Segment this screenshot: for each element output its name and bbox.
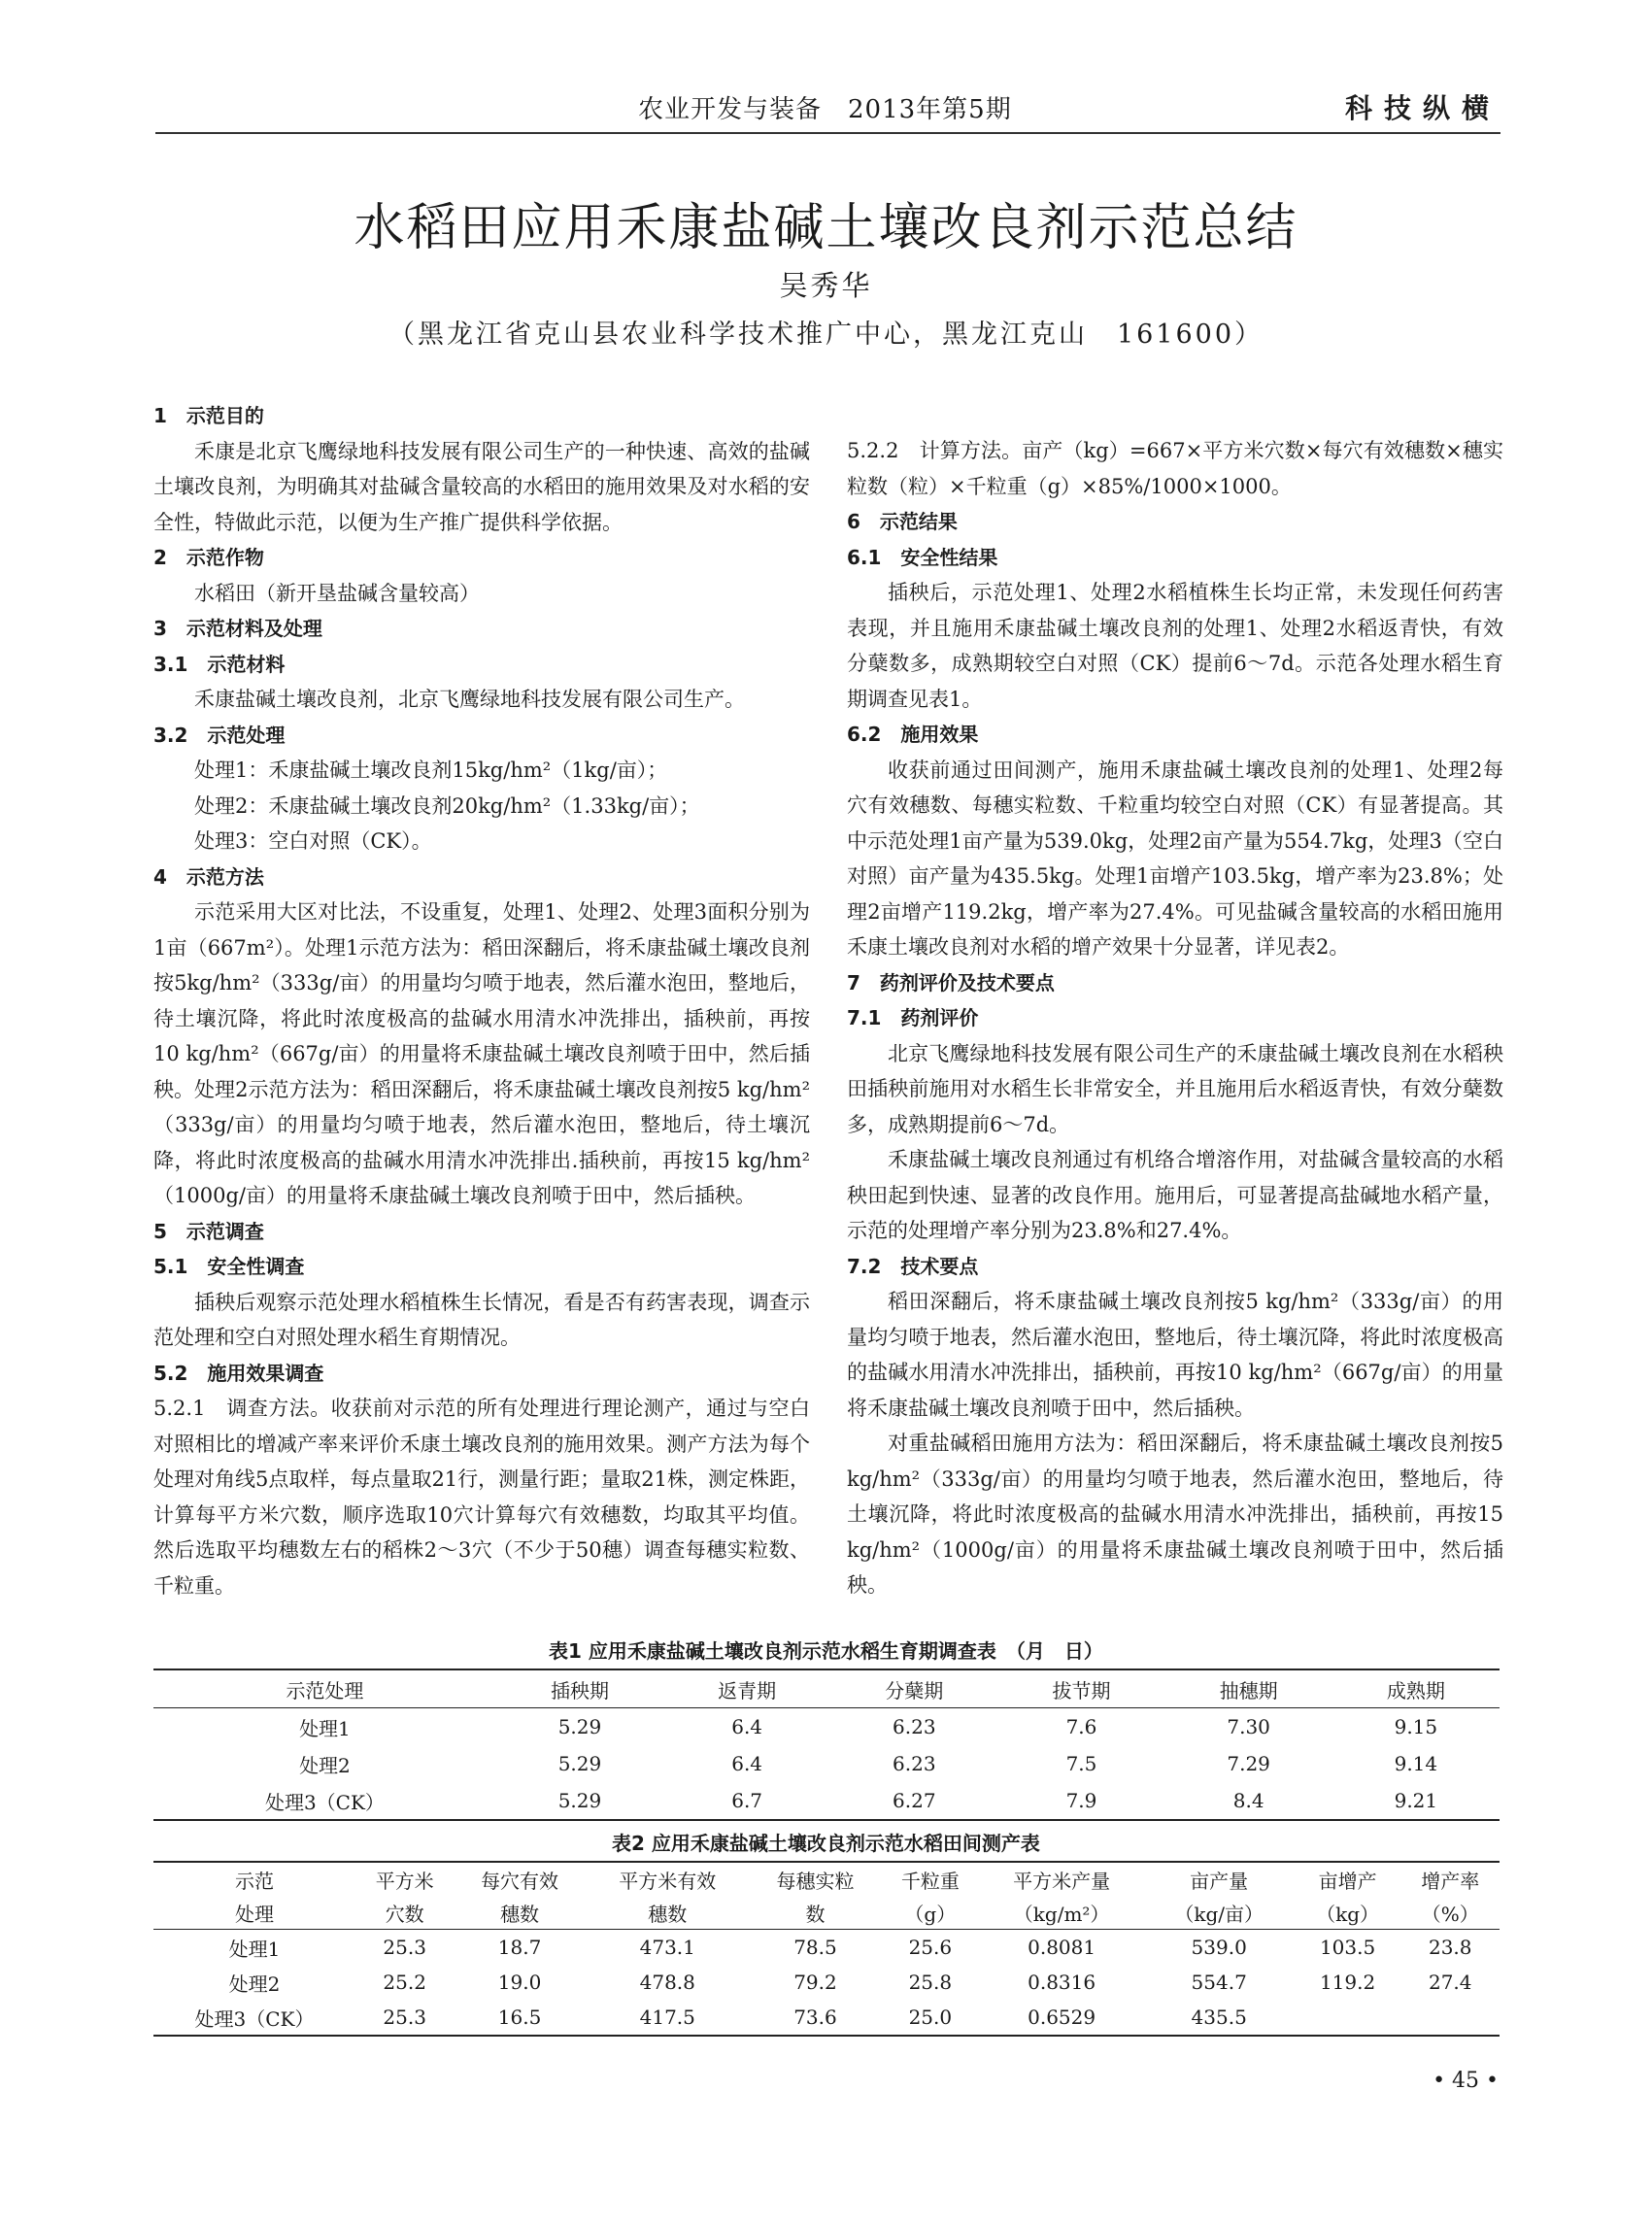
paragraph: 收获前通过田间测产，施用禾康盐碱土壤改良剂的处理1、处理2每穴有效穗数、每穗实粒数、千粒重均较空白对照（CK）有显著提高。其中示范处理1亩产量为539.0kg，处理2亩产量为554.7kg，处理3（空白对照）亩产量为435.5kg。处理1亩增产103.5kg，增产率为23.8%；处理2亩增产119.2kg，增产率为27.4%。可见盐碱含量较高的水稻田施用禾康土壤改良剂对水稻的增产效果十分显著，详见表2。 bbox=[847, 758, 1503, 959]
table-cell: 处理1 bbox=[299, 1716, 351, 1740]
treatment-item: 处理2：禾康盐碱土壤改良剂20kg/hm²（1.33kg/亩）； bbox=[194, 793, 700, 818]
table-cell: 27.4 bbox=[1428, 1971, 1472, 1994]
table-header-cell: 平方米产量 bbox=[980, 1862, 1144, 1896]
subsection-heading: 7.1 药剂评价 bbox=[847, 1006, 979, 1029]
paragraph: 禾康是北京飞鹰绿地科技发展有限公司生产的一种快速、高效的盐碱土壤改良剂，为明确其对盐碱含量较高的水稻田的施用效果及对水稻的安全性，特做此示范，以便为生产推广提供科学依据。 bbox=[153, 439, 810, 534]
table-header-cell: 穴数 bbox=[355, 1896, 454, 1930]
subsection-heading: 3.2 示范处理 bbox=[153, 723, 286, 747]
table-cell: 6.4 bbox=[731, 1752, 763, 1775]
table-cell: 473.1 bbox=[639, 1936, 695, 1959]
table-cell: 7.9 bbox=[997, 1782, 1164, 1820]
table-cell: 9.21 bbox=[1332, 1782, 1500, 1820]
table-header-cell: （kg/m²） bbox=[980, 1896, 1144, 1930]
table-header-cell: （kg） bbox=[1295, 1896, 1401, 1930]
table-header-cell: 示范处理 bbox=[153, 1669, 496, 1708]
table-cell: 6.23 bbox=[893, 1752, 936, 1775]
table-row bbox=[153, 1745, 1500, 1782]
table-cell: 处理2 bbox=[299, 1753, 351, 1777]
section-name: 科技纵横 bbox=[1344, 92, 1500, 124]
table-cell: 119.2 bbox=[1319, 1971, 1376, 1994]
table-cell: 处理3（CK） bbox=[153, 2000, 355, 2036]
table-cell: 25.3 bbox=[383, 1936, 426, 1959]
table-cell: 16.5 bbox=[454, 2000, 585, 2036]
column-right bbox=[847, 398, 1503, 1603]
table-cell: 5.29 bbox=[496, 1782, 663, 1820]
section-heading: 3 示范材料及处理 bbox=[153, 617, 322, 640]
table-header-cell: 平方米 bbox=[355, 1862, 454, 1896]
table-cell: 0.8316 bbox=[1028, 1971, 1096, 1994]
paragraph: 禾康盐碱土壤改良剂，北京飞鹰绿地科技发展有限公司生产。 bbox=[194, 688, 745, 711]
treatment-item: 处理1：禾康盐碱土壤改良剂15kg/hm²（1kg/亩）； bbox=[194, 759, 668, 782]
table-header-cell: （g） bbox=[881, 1896, 979, 1930]
table-row bbox=[153, 2000, 1500, 2036]
table-header-cell: 每穗实粒 bbox=[750, 1862, 881, 1896]
author: 吴秀华 bbox=[779, 269, 873, 302]
table2 bbox=[153, 1861, 1500, 2037]
table-header-cell: 处理 bbox=[153, 1896, 355, 1930]
table-header-cell: 增产率 bbox=[1400, 1862, 1500, 1896]
table-header-cell: 穗数 bbox=[454, 1896, 585, 1930]
table-cell: 6.7 bbox=[663, 1782, 830, 1820]
table-header-cell: 每穴有效 bbox=[454, 1862, 585, 1896]
table-cell: 处理2 bbox=[228, 1972, 281, 1996]
journal-name: 农业开发与装备 2013年第5期 bbox=[638, 95, 1012, 124]
paragraph: 插秧后，示范处理1、处理2水稻植株生长均正常，未发现任何药害表现，并且施用禾康盐碱土壤改良剂的处理1、处理2水稻返青快，有效分蘖数多，成熟期较空白对照（CK）提前6～7d。示范各处理水稻生育期调查见表1。 bbox=[847, 581, 1503, 711]
table-cell: 539.0 bbox=[1191, 1936, 1247, 1959]
table-cell: 6.23 bbox=[893, 1715, 936, 1738]
section-heading: 5 示范调查 bbox=[153, 1219, 264, 1243]
table-cell: 6.27 bbox=[830, 1782, 997, 1820]
subsection-heading: 5.2 施用效果调查 bbox=[153, 1361, 324, 1385]
column-left bbox=[153, 398, 810, 1603]
table-header-cell: 千粒重 bbox=[881, 1862, 979, 1896]
paragraph: 对重盐碱稻田施用方法为：稻田深翻后，将禾康盐碱土壤改良剂按5 kg/hm²（333g/亩）的用量均匀喷于地表，然后灌水泡田，整地后，待土壤沉降，将此时浓度极高的盐碱水用清水冲洗排出，插秧前，再按15 kg/hm²（1000g/亩）的用量将禾康盐碱土壤改良剂喷于田中，然后插秧。 bbox=[847, 1432, 1503, 1597]
table-cell: 8.4 bbox=[1165, 1782, 1332, 1820]
table-header-cell: （kg/亩） bbox=[1144, 1896, 1295, 1930]
table-cell: 7.30 bbox=[1227, 1715, 1270, 1738]
table-cell: 79.2 bbox=[793, 1971, 837, 1994]
paragraph: 禾康盐碱土壤改良剂通过有机络合增溶作用，对盐碱含量较高的水稻秧田起到快速、显著的改良作用。施用后，可显著提高盐碱地水稻产量，示范的处理增产率分别为23.8%和27.4%。 bbox=[847, 1148, 1503, 1242]
table-cell: 478.8 bbox=[639, 1971, 695, 1994]
table-cell: 25.6 bbox=[908, 1936, 953, 1959]
table1-title: 表1 应用禾康盐碱土壤改良剂示范水稻生育期调查表 （月 日） bbox=[549, 1639, 1103, 1663]
table-cell: 435.5 bbox=[1144, 2000, 1295, 2036]
table-header-cell: 穗数 bbox=[586, 1896, 750, 1930]
section-heading: 4 示范方法 bbox=[153, 864, 264, 889]
table-cell: 554.7 bbox=[1191, 1971, 1247, 1994]
table-header-cell: 插秧期 bbox=[496, 1669, 663, 1708]
page-number: • 45 • bbox=[1433, 2069, 1499, 2093]
paragraph: 示范采用大区对比法，不设重复，处理1、处理2、处理3面积分别为1亩（667m²）。处理1示范方法为：稻田深翻后，将禾康盐碱土壤改良剂按5kg/hm²（333g/亩）的用量均匀喷于地表，然后灌水泡田，整地后，待土壤沉降，将此时浓度极高的盐碱水用清水冲洗排出，插秧前，再按10 kg/hm²（667g/亩）的用量将禾康盐碱土壤改良剂喷于田中，然后插秧。处理2示范方法为：稻田深翻后，将禾康盐碱土壤改良剂按5 kg/hm²（333g/亩）的用量均匀喷于地表，然后灌水泡田，整地后，待土壤沉降，将此时浓度极高的盐碱水用清水冲洗排出.插秧前，再按15 kg/hm²（1000g/亩）的用量将禾康盐碱土壤改良剂喷于田中，然后插秧。 bbox=[153, 900, 810, 1207]
table-cell: 25.3 bbox=[355, 2000, 454, 2036]
table-header-cell: 拔节期 bbox=[997, 1669, 1164, 1708]
table-header-cell: 示范 bbox=[153, 1862, 355, 1896]
table-cell: 73.6 bbox=[750, 2000, 881, 2036]
table-cell: 0.8081 bbox=[1028, 1936, 1096, 1959]
paragraph: 稻田深翻后，将禾康盐碱土壤改良剂按5 kg/hm²（333g/亩）的用量均匀喷于地表，然后灌水泡田，整地后，待土壤沉降，将此时浓度极高的盐碱水用清水冲洗排出，插秧前，再按10 kg/hm²（667g/亩）的用量将禾康盐碱土壤改良剂喷于田中，然后插秧。 bbox=[847, 1290, 1503, 1420]
article-title: 水稻田应用禾康盐碱土壤改良剂示范总结 bbox=[354, 199, 1298, 257]
table-cell: 9.14 bbox=[1394, 1752, 1438, 1775]
section-heading: 1 示范目的 bbox=[153, 404, 264, 427]
subsection-heading: 5.1 安全性调查 bbox=[153, 1255, 305, 1278]
table-row bbox=[153, 1782, 1500, 1820]
table-header-cell: 抽穗期 bbox=[1165, 1669, 1332, 1708]
table-cell: 19.0 bbox=[497, 1971, 542, 1994]
table-cell: 7.6 bbox=[1065, 1715, 1097, 1738]
affiliation: （黑龙江省克山县农业科学技术推广中心，黑龙江克山 161600） bbox=[388, 320, 1264, 350]
paragraph: 插秧后观察示范处理水稻植株生长情况，看是否有药害表现，调查示范处理和空白对照处理水稻生育期情况。 bbox=[153, 1290, 810, 1349]
table-cell: 103.5 bbox=[1319, 1936, 1376, 1959]
table-header-cell: 亩产量 bbox=[1144, 1862, 1295, 1896]
paragraph: 水稻田（新开垦盐碱含量较高） bbox=[194, 581, 480, 605]
table-cell: 25.2 bbox=[383, 1971, 426, 1994]
table2-title: 表2 应用禾康盐碱土壤改良剂示范水稻田间测产表 bbox=[612, 1832, 1040, 1855]
table-header-cell: 返青期 bbox=[663, 1669, 830, 1708]
table-cell: 417.5 bbox=[586, 2000, 750, 2036]
table-cell: 7.29 bbox=[1227, 1752, 1270, 1775]
table-cell bbox=[1295, 2000, 1401, 2036]
table-cell bbox=[1400, 2000, 1500, 2036]
subsection-heading: 6.2 施用效果 bbox=[847, 723, 979, 746]
table-header-cell: （%） bbox=[1400, 1896, 1500, 1930]
subsection-heading: 7.2 技术要点 bbox=[847, 1254, 979, 1278]
subsection-heading: 3.1 示范材料 bbox=[153, 652, 286, 676]
table-header-cell: 亩增产 bbox=[1295, 1862, 1401, 1896]
table-cell: 25.8 bbox=[908, 1971, 953, 1994]
section-heading: 7 药剂评价及技术要点 bbox=[847, 970, 1055, 995]
table-cell: 9.15 bbox=[1394, 1715, 1438, 1738]
table-row bbox=[153, 1708, 1500, 1746]
table-cell: 78.5 bbox=[793, 1936, 837, 1959]
table-cell: 5.29 bbox=[557, 1715, 602, 1738]
table-cell: 5.29 bbox=[557, 1752, 602, 1775]
table-cell: 处理3（CK） bbox=[153, 1782, 496, 1820]
subsection-heading: 6.1 安全性结果 bbox=[847, 545, 998, 569]
table-cell: 处理1 bbox=[228, 1937, 281, 1961]
table-cell: 23.8 bbox=[1428, 1936, 1472, 1959]
paragraph: 北京飞鹰绿地科技发展有限公司生产的禾康盐碱土壤改良剂在水稻秧田插秧前施用对水稻生长非常安全，并且施用后水稻返青快，有效分蘖数多，成熟期提前6～7d。 bbox=[847, 1041, 1503, 1136]
table-cell: 25.0 bbox=[881, 2000, 979, 2036]
table-header-cell: 数 bbox=[750, 1896, 881, 1930]
treatment-item: 处理3：空白对照（CK）。 bbox=[194, 829, 432, 853]
running-header bbox=[155, 89, 1500, 134]
section-heading: 6 示范结果 bbox=[847, 510, 958, 533]
table-row bbox=[153, 1965, 1500, 2000]
table-cell: 18.7 bbox=[497, 1936, 542, 1959]
paragraph: 5.2.2 计算方法。亩产（kg）=667×平方米穴数×每穴有效穗数×穗实粒数（粒）×千粒重（g）×85%/1000×1000。 bbox=[847, 439, 1503, 498]
table1 bbox=[153, 1669, 1500, 1821]
table-header-cell: 分蘖期 bbox=[830, 1669, 997, 1708]
section-heading: 2 示范作物 bbox=[153, 546, 264, 569]
table-cell: 0.6529 bbox=[980, 2000, 1144, 2036]
table-cell: 6.4 bbox=[731, 1715, 763, 1738]
table-header-cell: 成熟期 bbox=[1332, 1669, 1500, 1708]
table-header-cell: 平方米有效 bbox=[586, 1862, 750, 1896]
table-cell: 7.5 bbox=[1065, 1752, 1097, 1775]
paragraph: 5.2.1 调查方法。收获前对示范的所有处理进行理论测产，通过与空白对照相比的增减产率来评价禾康土壤改良剂的施用效果。测产方法为每个处理对角线5点取样，每点量取21行，测量行距；量取21株，测定株距，计算每平方米穴数，顺序选取10穴计算每穴有效穗数，均取其平均值。然后选取平均穗数左右的稻株2～3穴（不少于50穗）调查每穗实粒数、千粒重。 bbox=[153, 1397, 810, 1598]
table-row bbox=[153, 1930, 1500, 1966]
header-rule bbox=[155, 132, 1500, 134]
